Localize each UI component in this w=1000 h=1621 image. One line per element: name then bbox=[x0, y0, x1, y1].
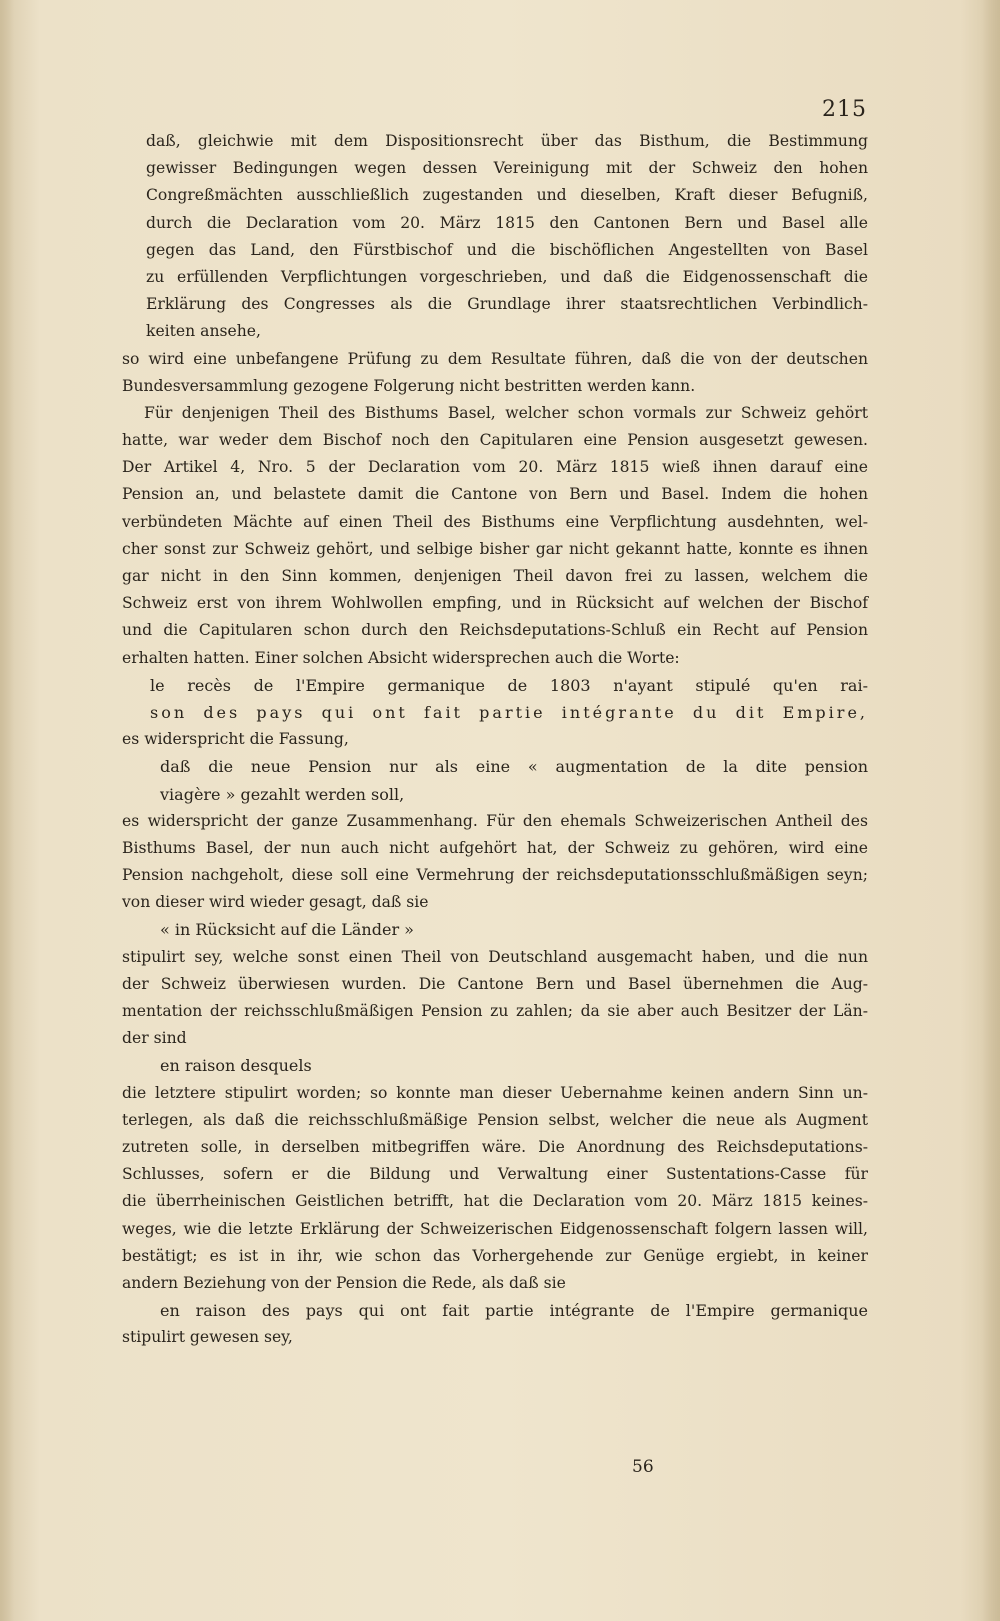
text-line: die letztere stipulirt worden; so konnte man dieser Uebernahme keinen andern Sinn un- bbox=[122, 1083, 868, 1102]
text-line: die überrheinischen Geistlichen betrifft, hat die Declaration vom 20. März 1815 keines- bbox=[122, 1192, 868, 1211]
text-line: bestätigt; es ist in ihr, wie schon das Vorhergehende zur Genüge ergiebt, in keiner bbox=[122, 1246, 868, 1265]
text-line: le recès de l'Empire germanique de 1803 n'ayant stipulé qu'en rai- bbox=[150, 675, 868, 695]
text-line: gar nicht in den Sinn kommen, denjenigen Theil davon frei zu lassen, welchem die bbox=[122, 567, 868, 585]
scan-edge-left bbox=[0, 0, 14, 1621]
text-line: Der Artikel 4, Nro. 5 der Declaration vom 20. März 1815 wieß ihnen darauf eine bbox=[122, 458, 868, 477]
text-line: Erklärung des Congresses als die Grundlage ihrer staatsrechtlichen Verbindlich- bbox=[146, 295, 868, 314]
text-line: keiten ansehe, bbox=[146, 322, 261, 341]
text-line: es widerspricht die Fassung, bbox=[122, 730, 349, 749]
text-line: Pension nachgeholt, diese soll eine Vermehrung der reichsdeputationsschlußmäßigen seyn; bbox=[122, 866, 868, 885]
scan-edge-right bbox=[982, 0, 1000, 1621]
text-line: der Schweiz überwiesen wurden. Die Cantone Bern und Basel übernehmen die Aug- bbox=[122, 974, 868, 993]
signature-mark: 56 bbox=[632, 1457, 654, 1477]
text-line: Für denjenigen Theil des Bisthums Basel, welcher schon vormals zur Schweiz gehört bbox=[144, 403, 868, 422]
text-line: viagère » gezahlt werden soll, bbox=[160, 784, 405, 804]
text-line: weges, wie die letzte Erklärung der Schweizerischen Eidgenossenschaft folgern lassen will, bbox=[122, 1219, 868, 1238]
text-line: und die Capitularen schon durch den Reichsdeputations-Schluß ein Recht auf Pension bbox=[122, 621, 868, 640]
body-text bbox=[122, 128, 868, 1351]
text-line: stipulirt sey, welche sonst einen Theil von Deutschland ausgemacht haben, und die nun bbox=[122, 947, 868, 966]
text-line: Pension an, und belastete damit die Cantone von Bern und Basel. Indem die hohen bbox=[122, 485, 868, 504]
text-line: daß, gleichwie mit dem Dispositionsrecht über das Bisthum, die Bestimmung bbox=[146, 132, 868, 150]
text-line: zutreten solle, in derselben mitbegriffen wäre. Die Anordnung des Reichsdeputations- bbox=[122, 1137, 868, 1156]
text-line: zu erfüllenden Verpflichtungen vorgeschrieben, und daß die Eidgenossenschaft die bbox=[146, 267, 868, 286]
text-line: Congreßmächten ausschließlich zugestanden und dieselben, Kraft dieser Befugniß, bbox=[146, 186, 868, 205]
text-line: Bisthums Basel, der nun auch nicht aufgehört hat, der Schweiz zu gehören, wird eine bbox=[122, 838, 868, 857]
text-line: gegen das Land, den Fürstbischof und die bischöflichen Angestellten von Basel bbox=[146, 240, 868, 259]
text-line: mentation der reichsschlußmäßigen Pension zu zahlen; da sie aber auch Besitzer der Län- bbox=[122, 1002, 868, 1020]
text-line: stipulirt gewesen sey, bbox=[122, 1328, 293, 1347]
text-line: en raison desquels bbox=[160, 1056, 312, 1076]
text-line: gewisser Bedingungen wegen dessen Vereinigung mit der Schweiz den hohen bbox=[146, 159, 868, 178]
text-line: Schlusses, sofern er die Bildung und Verwaltung einer Sustentations-Casse für bbox=[122, 1165, 868, 1184]
text-line: von dieser wird wieder gesagt, daß sie bbox=[122, 893, 429, 912]
text-line: « in Rücksicht auf die Länder » bbox=[160, 920, 414, 940]
text-line: der sind bbox=[122, 1029, 187, 1048]
page-number: 215 bbox=[822, 97, 867, 122]
text-line: Schweiz erst von ihrem Wohlwollen empfing, und in Rücksicht auf welchen der Bischof bbox=[122, 594, 868, 613]
text-line: terlegen, als daß die reichsschlußmäßige Pension selbst, welcher die neue als Augment bbox=[122, 1110, 868, 1129]
text-line: hatte, war weder dem Bischof noch den Capitularen eine Pension ausgesetzt gewesen. bbox=[122, 431, 868, 450]
text-line: so wird eine unbefangene Prüfung zu dem Resultate führen, daß die von der deutschen bbox=[122, 349, 868, 368]
text-line: es widerspricht der ganze Zusammenhang. Für den ehemals Schweizerischen Antheil des bbox=[122, 811, 868, 830]
text-line: erhalten hatten. Einer solchen Absicht widersprechen auch die Worte: bbox=[122, 648, 680, 667]
text-line: son des pays qui ont fait partie intégrante du dit Empire, bbox=[150, 702, 868, 722]
text-line: en raison des pays qui ont fait partie intégrante de l'Empire germanique bbox=[160, 1301, 868, 1321]
text-line: verbündeten Mächte auf einen Theil des Bisthums eine Verpflichtung ausdehnten, wel- bbox=[122, 512, 868, 531]
text-line: cher sonst zur Schweiz gehört, und selbige bisher gar nicht gekannt hatte, konnte es ihnen bbox=[122, 539, 868, 558]
text-line: Bundesversammlung gezogene Folgerung nicht bestritten werden kann. bbox=[122, 376, 696, 395]
text-line: andern Beziehung von der Pension die Rede, als daß sie bbox=[122, 1273, 566, 1292]
text-line: daß die neue Pension nur als eine « augmentation de la dite pension bbox=[160, 757, 868, 777]
text-line: durch die Declaration vom 20. März 1815 den Cantonen Bern und Basel alle bbox=[146, 213, 868, 232]
